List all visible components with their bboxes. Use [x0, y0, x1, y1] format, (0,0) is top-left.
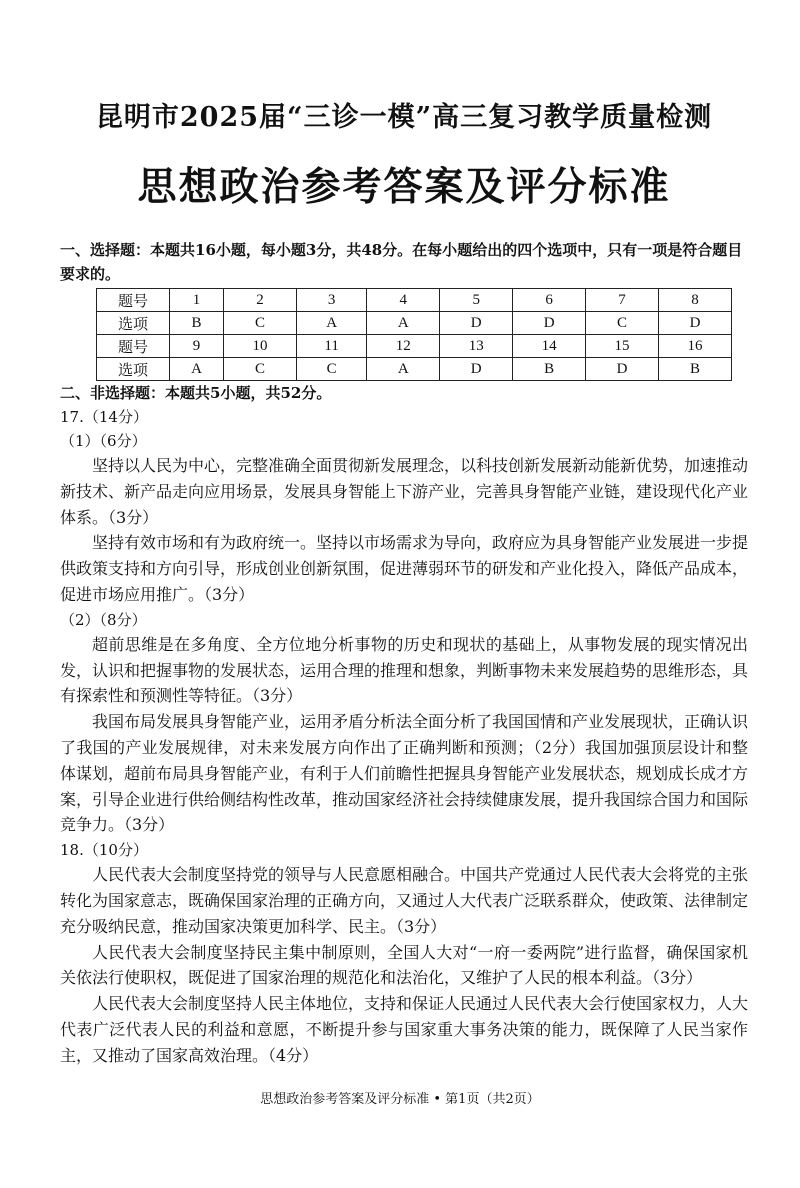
answer-option: A: [170, 358, 224, 381]
question-number: 15: [586, 335, 659, 358]
question-number: 11: [296, 335, 366, 358]
answer-option: D: [440, 312, 513, 335]
table-row-answers-a: [97, 312, 732, 335]
q18-answer-paragraph-2: 人民代表大会制度坚持民主集中制原则，全国人大对“一府一委两院”进行监督，确保国家机关依法行使职权，既促进了国家治理的规范化和法治化，又维护了人民的根本利益。（3分）: [60, 942, 748, 988]
question-number: 1: [170, 289, 224, 312]
answer-option: B: [170, 312, 224, 335]
answer-option: D: [586, 358, 659, 381]
answer-option: D: [513, 312, 586, 335]
row-label: 题号: [97, 335, 170, 358]
section2-heading: 二、非选择题：本题共5小题，共52分。: [60, 384, 332, 402]
q17-answer-paragraph-4: 我国布局发展具身智能产业，运用矛盾分析法全面分析了我国国情和产业发展现状，正确认识了我国的产业发展规律，对未来发展方向作出了正确判断和预测；（2分）我国加强顶层设计和整体谋划，超前布局具身智能产业，有利于人们前瞻性把握具身智能产业发展状态，规划成长成才方案，引导企业进行供给侧结构性改革，推动国家经济社会持续健康发展，提升我国综合国力和国际竞争力。（3分）: [60, 712, 749, 835]
answer-option: B: [659, 358, 732, 381]
question-18-label: 18.（10分）: [60, 841, 148, 860]
question-17-part1-label: （1）（6分）: [60, 432, 147, 450]
question-number: 8: [659, 289, 732, 312]
table-row-answers-b: [97, 358, 732, 381]
question-number: 5: [440, 289, 513, 312]
question-number: 6: [513, 289, 586, 312]
question-number: 16: [659, 335, 732, 358]
answer-table: [96, 288, 732, 381]
page-footer: 思想政治参考答案及评分标准 • 第1页（共2页）: [260, 1092, 540, 1107]
answer-option: A: [367, 312, 440, 335]
question-number: 13: [440, 335, 513, 358]
q17-answer-paragraph-1: 坚持以人民为中心，完整准确全面贯彻新发展理念，以科技创新发展新动能新优势，加速推动新技术、新产品走向应用场景，发展具身智能上下游产业，完善具身智能产业链，建设现代化产业体系。（3分）: [60, 456, 749, 527]
question-number: 4: [367, 289, 440, 312]
q17-answer-paragraph-3: 超前思维是在多角度、全方位地分析事物的历史和现状的基础上，从事物发展的现实情况出发，认识和把握事物的发展状态，运用合理的推理和想象，判断事物未来发展趋势的思维形态，具有探索性和预测性等特征。（3分）: [60, 634, 749, 706]
answer-option: A: [367, 358, 440, 381]
row-label: 选项: [97, 312, 170, 335]
question-number: 12: [367, 335, 440, 358]
q17-answer-paragraph-2: 坚持有效市场和有为政府统一。坚持以市场需求为导向，政府应为具身智能产业发展进一步提供政策支持和方向引导，形成创业创新氛围，促进薄弱环节的研发和产业化投入，降低产品成本，促进市场应用推广。（3分）: [60, 533, 749, 604]
q18-answer-paragraph-1: 人民代表大会制度坚持党的领导与人民意愿相融合。中国共产党通过人民代表大会将党的主张转化为国家意志，既确保国家治理的正确方向，又通过人大代表广泛联系群众，使政策、法律制定充分吸纳民意，推动国家决策更加科学、民主。（3分）: [60, 865, 749, 936]
answer-option: B: [513, 358, 586, 381]
exam-title: 昆明市2025届“三诊一模”高三复习教学质量检测: [95, 102, 713, 133]
question-number: 9: [170, 335, 224, 358]
table-row-numbers-b: [97, 335, 732, 358]
row-label: 选项: [97, 358, 170, 381]
answer-option: D: [659, 312, 732, 335]
q18-answer-paragraph-3: 人民代表大会制度坚持人民主体地位，支持和保证人民通过人民代表大会行使国家权力，人大代表广泛代表人民的利益和意愿，不断提升参与国家重大事务决策的能力，既保障了人民当家作主，又推动了国家高效治理。（4分）: [60, 994, 749, 1065]
answer-option: A: [296, 312, 366, 335]
question-number: 3: [296, 289, 366, 312]
row-label: 题号: [97, 289, 170, 312]
question-number: 10: [223, 335, 296, 358]
document-title: 思想政治参考答案及评分标准: [137, 164, 671, 210]
answer-option: C: [586, 312, 659, 335]
question-number: 7: [586, 289, 659, 312]
answer-option: D: [440, 358, 513, 381]
table-row-numbers-a: [97, 289, 732, 312]
answer-option: C: [223, 312, 296, 335]
question-17-label: 17.（14分）: [60, 408, 148, 426]
section1-heading: 一、选择题：本题共16小题，每小题3分，共48分。在每小题给出的四个选项中，只有一项是符合题目要求的。: [60, 241, 743, 283]
answer-option: C: [223, 358, 296, 381]
question-17-part2-label: （2）（8分）: [60, 610, 147, 629]
answer-option: C: [296, 358, 366, 381]
question-number: 2: [223, 289, 296, 312]
question-number: 14: [513, 335, 586, 358]
